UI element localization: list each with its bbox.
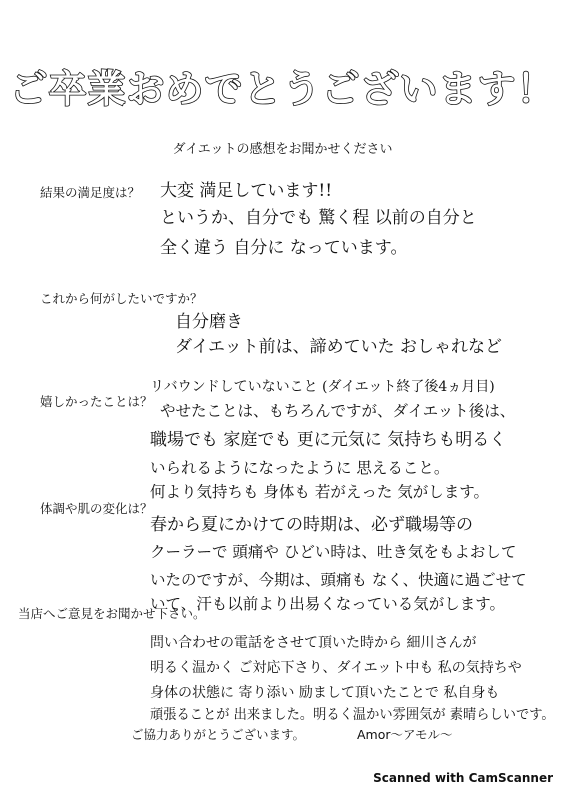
answer-line: 自分磨き: [175, 312, 243, 332]
answer-line: 問い合わせの電話をさせて頂いた時から 細川さんが: [150, 635, 477, 651]
question-label-satisfaction: 結果の満足度は？: [40, 185, 141, 200]
answer-line: というか、自分でも 驚く程 以前の自分と: [160, 208, 477, 228]
answer-line: いて、汗も以前より出易くなっている気がします。: [150, 595, 505, 613]
answer-line: いたのですが、今期は、頭痛も なく、快適に過ごせて: [150, 571, 527, 589]
answer-line: 春から夏にかけての時期は、必ず職場等の: [150, 515, 473, 535]
answer-line: リバウンドしていないこと (ダイエット終了後4ヵ月目): [150, 379, 495, 395]
answer-line: やせたことは、もちろんですが、ダイエット後は、: [160, 402, 516, 420]
question-label-condition: 体調や肌の変化は？: [40, 501, 153, 516]
question-label-happy: 嬉しかったことは？: [40, 394, 153, 409]
answer-line: 何より気持ちも 身体も 若がえった 気がします。: [150, 483, 490, 501]
answer-line: 大変 満足しています!!: [160, 181, 333, 201]
answer-line: 身体の状態に 寄り添い 励まして頂いたことで 私自身も: [150, 685, 500, 701]
question-label-feedback: 当店へご意見をお聞かせ下さい。: [18, 606, 206, 621]
question-label-future: これから何がしたいですか？: [40, 291, 203, 306]
answer-line: 全く違う 自分に なっています。: [160, 238, 408, 258]
answer-line: ダイエット前は、諦めていた おしゃれなど: [175, 337, 503, 357]
scanner-watermark: Scanned with CamScanner: [373, 771, 553, 785]
thanks-text: ご協力ありがとうございます。: [131, 727, 306, 742]
page-title: ご卒業おめでとうございます！: [9, 67, 556, 111]
answer-line: いられるようになったように 思えること。: [150, 459, 450, 477]
shop-name: Amor～アモル～: [357, 727, 453, 742]
answer-line: 職場でも 家庭でも 更に元気に 気持ちも明るく: [150, 430, 507, 450]
page-subtitle: ダイエットの感想をお聞かせください: [172, 142, 393, 157]
answer-line: クーラーで 頭痛や ひどい時は、吐き気をもよおして: [150, 543, 517, 561]
answer-line: 頑張ることが 出来ました。明るく温かい雰囲気が 素晴らしいです。: [150, 707, 555, 723]
answer-line: 明るく温かく ご対応下さり、ダイエット中も 私の気持ちや: [150, 660, 522, 676]
